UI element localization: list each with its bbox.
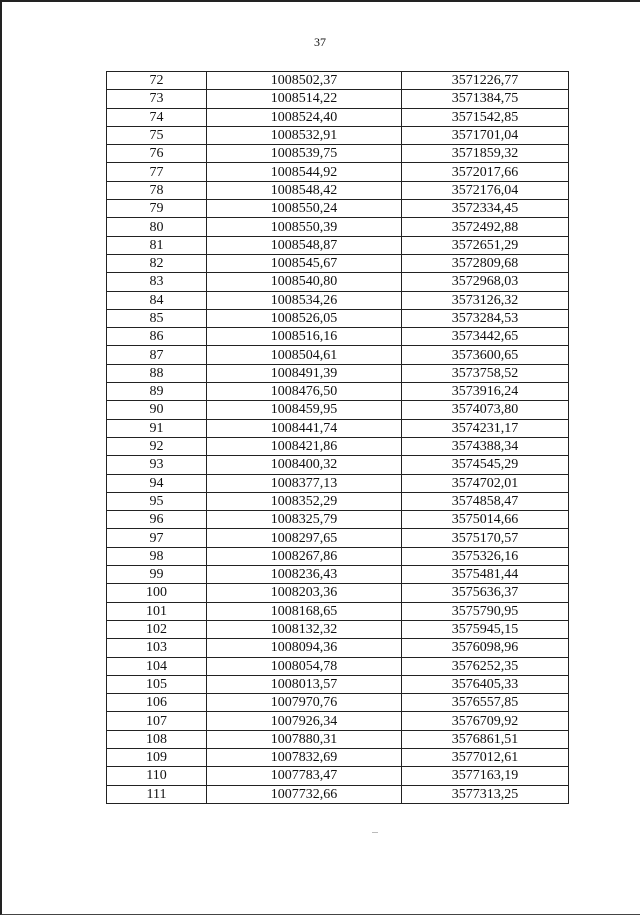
y-coordinate-cell: 3573758,52 bbox=[402, 364, 569, 382]
x-coordinate-cell: 1008532,91 bbox=[207, 126, 402, 144]
x-coordinate-cell: 1008544,92 bbox=[207, 163, 402, 181]
y-coordinate-cell: 3571859,32 bbox=[402, 145, 569, 163]
point-number-cell: 73 bbox=[107, 90, 207, 108]
table-row bbox=[107, 639, 569, 657]
y-coordinate-cell: 3572176,04 bbox=[402, 181, 569, 199]
point-number-cell: 108 bbox=[107, 730, 207, 748]
y-coordinate-cell: 3573126,32 bbox=[402, 291, 569, 309]
table-row bbox=[107, 437, 569, 455]
table-row bbox=[107, 291, 569, 309]
table-row bbox=[107, 145, 569, 163]
point-number-cell: 82 bbox=[107, 254, 207, 272]
y-coordinate-cell: 3577163,19 bbox=[402, 767, 569, 785]
x-coordinate-cell: 1008476,50 bbox=[207, 383, 402, 401]
point-number-cell: 99 bbox=[107, 566, 207, 584]
table-row bbox=[107, 254, 569, 272]
point-number-cell: 92 bbox=[107, 437, 207, 455]
x-coordinate-cell: 1008514,22 bbox=[207, 90, 402, 108]
table-row bbox=[107, 529, 569, 547]
point-number-cell: 76 bbox=[107, 145, 207, 163]
table-row bbox=[107, 181, 569, 199]
y-coordinate-cell: 3576861,51 bbox=[402, 730, 569, 748]
table-row bbox=[107, 328, 569, 346]
y-coordinate-cell: 3576709,92 bbox=[402, 712, 569, 730]
point-number-cell: 80 bbox=[107, 218, 207, 236]
point-number-cell: 109 bbox=[107, 748, 207, 766]
table-row bbox=[107, 90, 569, 108]
y-coordinate-cell: 3572809,68 bbox=[402, 254, 569, 272]
x-coordinate-cell: 1008539,75 bbox=[207, 145, 402, 163]
y-coordinate-cell: 3575945,15 bbox=[402, 620, 569, 638]
point-number-cell: 104 bbox=[107, 657, 207, 675]
y-coordinate-cell: 3572492,88 bbox=[402, 218, 569, 236]
x-coordinate-cell: 1008325,79 bbox=[207, 511, 402, 529]
y-coordinate-cell: 3576252,35 bbox=[402, 657, 569, 675]
point-number-cell: 105 bbox=[107, 675, 207, 693]
table-row bbox=[107, 456, 569, 474]
y-coordinate-cell: 3571542,85 bbox=[402, 108, 569, 126]
point-number-cell: 110 bbox=[107, 767, 207, 785]
x-coordinate-cell: 1008545,67 bbox=[207, 254, 402, 272]
table-row bbox=[107, 200, 569, 218]
x-coordinate-cell: 1007783,47 bbox=[207, 767, 402, 785]
page-number: 37 bbox=[314, 35, 326, 49]
table-row bbox=[107, 72, 569, 90]
point-number-cell: 84 bbox=[107, 291, 207, 309]
table-row bbox=[107, 383, 569, 401]
x-coordinate-cell: 1007970,76 bbox=[207, 694, 402, 712]
y-coordinate-cell: 3573916,24 bbox=[402, 383, 569, 401]
table-row bbox=[107, 236, 569, 254]
y-coordinate-cell: 3572334,45 bbox=[402, 200, 569, 218]
point-number-cell: 77 bbox=[107, 163, 207, 181]
y-coordinate-cell: 3576405,33 bbox=[402, 675, 569, 693]
point-number-cell: 98 bbox=[107, 547, 207, 565]
y-coordinate-cell: 3571701,04 bbox=[402, 126, 569, 144]
x-coordinate-cell: 1008526,05 bbox=[207, 309, 402, 327]
table-row bbox=[107, 364, 569, 382]
x-coordinate-cell: 1008441,74 bbox=[207, 419, 402, 437]
y-coordinate-cell: 3573442,65 bbox=[402, 328, 569, 346]
point-number-cell: 103 bbox=[107, 639, 207, 657]
table-row bbox=[107, 419, 569, 437]
x-coordinate-cell: 1008094,36 bbox=[207, 639, 402, 657]
x-coordinate-cell: 1008267,86 bbox=[207, 547, 402, 565]
point-number-cell: 100 bbox=[107, 584, 207, 602]
y-coordinate-cell: 3577012,61 bbox=[402, 748, 569, 766]
table-row bbox=[107, 309, 569, 327]
y-coordinate-cell: 3577313,25 bbox=[402, 785, 569, 803]
point-number-cell: 83 bbox=[107, 273, 207, 291]
y-coordinate-cell: 3573600,65 bbox=[402, 346, 569, 364]
point-number-cell: 101 bbox=[107, 602, 207, 620]
x-coordinate-cell: 1008459,95 bbox=[207, 401, 402, 419]
y-coordinate-cell: 3572651,29 bbox=[402, 236, 569, 254]
point-number-cell: 79 bbox=[107, 200, 207, 218]
table-row bbox=[107, 492, 569, 510]
table-row bbox=[107, 273, 569, 291]
table-row bbox=[107, 785, 569, 803]
table-row bbox=[107, 108, 569, 126]
x-coordinate-cell: 1007732,66 bbox=[207, 785, 402, 803]
table-row bbox=[107, 657, 569, 675]
table-row bbox=[107, 748, 569, 766]
x-coordinate-cell: 1008421,86 bbox=[207, 437, 402, 455]
y-coordinate-cell: 3574858,47 bbox=[402, 492, 569, 510]
point-number-cell: 91 bbox=[107, 419, 207, 437]
point-number-cell: 88 bbox=[107, 364, 207, 382]
point-number-cell: 81 bbox=[107, 236, 207, 254]
point-number-cell: 75 bbox=[107, 126, 207, 144]
x-coordinate-cell: 1007926,34 bbox=[207, 712, 402, 730]
table-row bbox=[107, 712, 569, 730]
y-coordinate-cell: 3573284,53 bbox=[402, 309, 569, 327]
x-coordinate-cell: 1008548,87 bbox=[207, 236, 402, 254]
y-coordinate-cell: 3574545,29 bbox=[402, 456, 569, 474]
y-coordinate-cell: 3574073,80 bbox=[402, 401, 569, 419]
y-coordinate-cell: 3572017,66 bbox=[402, 163, 569, 181]
y-coordinate-cell: 3571226,77 bbox=[402, 72, 569, 90]
x-coordinate-cell: 1008377,13 bbox=[207, 474, 402, 492]
x-coordinate-cell: 1008054,78 bbox=[207, 657, 402, 675]
table-row bbox=[107, 584, 569, 602]
point-number-cell: 107 bbox=[107, 712, 207, 730]
table-row bbox=[107, 620, 569, 638]
table-row bbox=[107, 602, 569, 620]
y-coordinate-cell: 3574388,34 bbox=[402, 437, 569, 455]
y-coordinate-cell: 3575636,37 bbox=[402, 584, 569, 602]
point-number-cell: 102 bbox=[107, 620, 207, 638]
y-coordinate-cell: 3576557,85 bbox=[402, 694, 569, 712]
table-row bbox=[107, 547, 569, 565]
y-coordinate-cell: 3574702,01 bbox=[402, 474, 569, 492]
x-coordinate-cell: 1008502,37 bbox=[207, 72, 402, 90]
point-number-cell: 78 bbox=[107, 181, 207, 199]
table-row bbox=[107, 346, 569, 364]
table-row bbox=[107, 126, 569, 144]
point-number-cell: 93 bbox=[107, 456, 207, 474]
table-row bbox=[107, 566, 569, 584]
x-coordinate-cell: 1008352,29 bbox=[207, 492, 402, 510]
point-number-cell: 94 bbox=[107, 474, 207, 492]
x-coordinate-cell: 1008524,40 bbox=[207, 108, 402, 126]
x-coordinate-cell: 1008540,80 bbox=[207, 273, 402, 291]
coordinates-table-body bbox=[107, 72, 569, 804]
y-coordinate-cell: 3576098,96 bbox=[402, 639, 569, 657]
x-coordinate-cell: 1007880,31 bbox=[207, 730, 402, 748]
x-coordinate-cell: 1008534,26 bbox=[207, 291, 402, 309]
y-coordinate-cell: 3575481,44 bbox=[402, 566, 569, 584]
x-coordinate-cell: 1008550,24 bbox=[207, 200, 402, 218]
table-row bbox=[107, 163, 569, 181]
x-coordinate-cell: 1008013,57 bbox=[207, 675, 402, 693]
point-number-cell: 85 bbox=[107, 309, 207, 327]
point-number-cell: 72 bbox=[107, 72, 207, 90]
point-number-cell: 111 bbox=[107, 785, 207, 803]
y-coordinate-cell: 3572968,03 bbox=[402, 273, 569, 291]
y-coordinate-cell: 3575326,16 bbox=[402, 547, 569, 565]
table-row bbox=[107, 218, 569, 236]
y-coordinate-cell: 3575170,57 bbox=[402, 529, 569, 547]
table-row bbox=[107, 675, 569, 693]
point-number-cell: 74 bbox=[107, 108, 207, 126]
coordinates-table bbox=[106, 71, 569, 804]
y-coordinate-cell: 3575790,95 bbox=[402, 602, 569, 620]
table-row bbox=[107, 730, 569, 748]
point-number-cell: 89 bbox=[107, 383, 207, 401]
x-coordinate-cell: 1007832,69 bbox=[207, 748, 402, 766]
x-coordinate-cell: 1008203,36 bbox=[207, 584, 402, 602]
x-coordinate-cell: 1008504,61 bbox=[207, 346, 402, 364]
scan-mark bbox=[372, 832, 378, 833]
x-coordinate-cell: 1008236,43 bbox=[207, 566, 402, 584]
x-coordinate-cell: 1008132,32 bbox=[207, 620, 402, 638]
x-coordinate-cell: 1008548,42 bbox=[207, 181, 402, 199]
point-number-cell: 86 bbox=[107, 328, 207, 346]
x-coordinate-cell: 1008400,32 bbox=[207, 456, 402, 474]
y-coordinate-cell: 3571384,75 bbox=[402, 90, 569, 108]
x-coordinate-cell: 1008491,39 bbox=[207, 364, 402, 382]
x-coordinate-cell: 1008297,65 bbox=[207, 529, 402, 547]
point-number-cell: 90 bbox=[107, 401, 207, 419]
x-coordinate-cell: 1008168,65 bbox=[207, 602, 402, 620]
y-coordinate-cell: 3574231,17 bbox=[402, 419, 569, 437]
point-number-cell: 106 bbox=[107, 694, 207, 712]
point-number-cell: 97 bbox=[107, 529, 207, 547]
table-row bbox=[107, 474, 569, 492]
point-number-cell: 95 bbox=[107, 492, 207, 510]
table-row bbox=[107, 511, 569, 529]
table-row bbox=[107, 694, 569, 712]
point-number-cell: 87 bbox=[107, 346, 207, 364]
table-row bbox=[107, 401, 569, 419]
point-number-cell: 96 bbox=[107, 511, 207, 529]
x-coordinate-cell: 1008516,16 bbox=[207, 328, 402, 346]
table-row bbox=[107, 767, 569, 785]
x-coordinate-cell: 1008550,39 bbox=[207, 218, 402, 236]
y-coordinate-cell: 3575014,66 bbox=[402, 511, 569, 529]
